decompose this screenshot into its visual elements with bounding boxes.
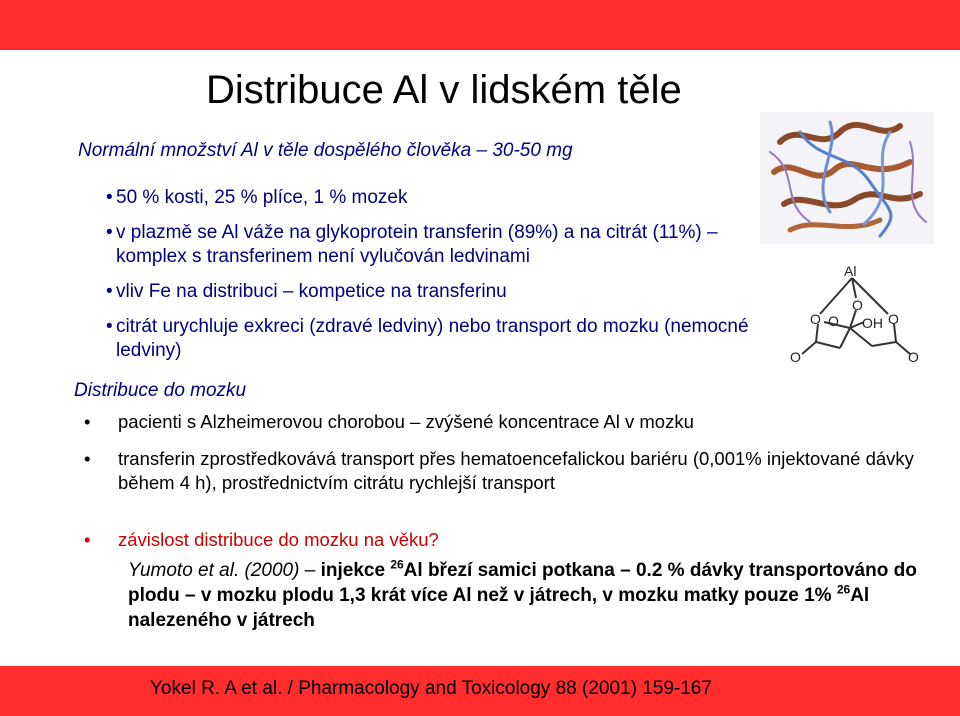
chem-label-o: O <box>888 311 899 327</box>
list-item: • vliv Fe na distribuci – kompetice na transferinu <box>106 281 507 302</box>
bullet-icon: • <box>84 448 91 469</box>
isotope-superscript: 26 <box>836 582 851 597</box>
list-item: • pacienti s Alzheimerovou chorobou – zvýšené koncentrace Al v mozku <box>84 411 694 432</box>
bullet-icon: • <box>106 316 113 337</box>
section-heading-brain: Distribuce do mozku <box>74 380 247 401</box>
citation-author: Yumoto et al. (2000) <box>128 560 300 581</box>
chem-label-o: O <box>790 349 801 365</box>
bullet-icon: • <box>106 222 113 243</box>
top-accent-bar <box>0 0 960 50</box>
study-citation <box>128 558 928 633</box>
brain-bullet-list <box>78 410 938 508</box>
bullet-icon: • <box>106 281 113 302</box>
footer-bar <box>0 666 960 716</box>
chem-label-o: O <box>852 297 863 313</box>
transferrin-protein-image <box>760 112 934 244</box>
chem-label-o: O <box>828 313 839 329</box>
list-item: • transferin zprostředkovává transport přes hematoencefalickou bariéru (0,001% injektované dávky během 4 h), prostřednictvím citrátu rychlejší transport <box>84 448 914 493</box>
list-item: • citrát urychluje exkreci (zdravé ledviny) nebo transport do mozku (nemocné ledviny) <box>106 316 749 361</box>
citation-text-3: Al nalezeného v játrech <box>128 585 870 631</box>
citation-dash: – <box>304 560 316 581</box>
chem-label-al: Al <box>844 263 857 279</box>
chem-label-o: O <box>810 311 821 327</box>
citation-text-1: injekce <box>320 560 386 581</box>
chem-label-o: O <box>908 349 919 365</box>
bullet-icon: • <box>106 187 113 208</box>
distribution-bullet-list <box>98 186 758 374</box>
slide-title: Distribuce Al v lidském těle <box>206 68 682 112</box>
list-item: • v plazmě se Al váže na glykoprotein transferin (89%) a na citrát (11%) – komplex s transferinem není vylučován ledvinami <box>106 222 718 267</box>
isotope-superscript: 26 <box>390 557 404 572</box>
bullet-icon: • <box>84 411 91 432</box>
intro-text: Normální množství Al v těle dospělého člověka – 30-50 mg <box>78 140 573 161</box>
list-item: • 50 % kosti, 25 % plíce, 1 % mozek <box>106 187 408 208</box>
aluminium-citrate-structure-image <box>780 262 930 372</box>
bullet-icon: • <box>84 529 91 550</box>
question-item <box>78 528 439 552</box>
question-text: závislost distribuce do mozku na věku? <box>118 529 439 550</box>
citation-text-2: Al březí samici potkana – 0.2 % dávky transportováno do plodu – v mozku plodu 1,3 krát více Al než v játrech, v mozku matky pouze 1% <box>128 560 917 606</box>
chem-label-oh: OH <box>862 315 883 331</box>
footer-reference: Yokel R. A et al. / Pharmacology and Toxicology 88 (2001) 159-167 <box>150 678 712 699</box>
